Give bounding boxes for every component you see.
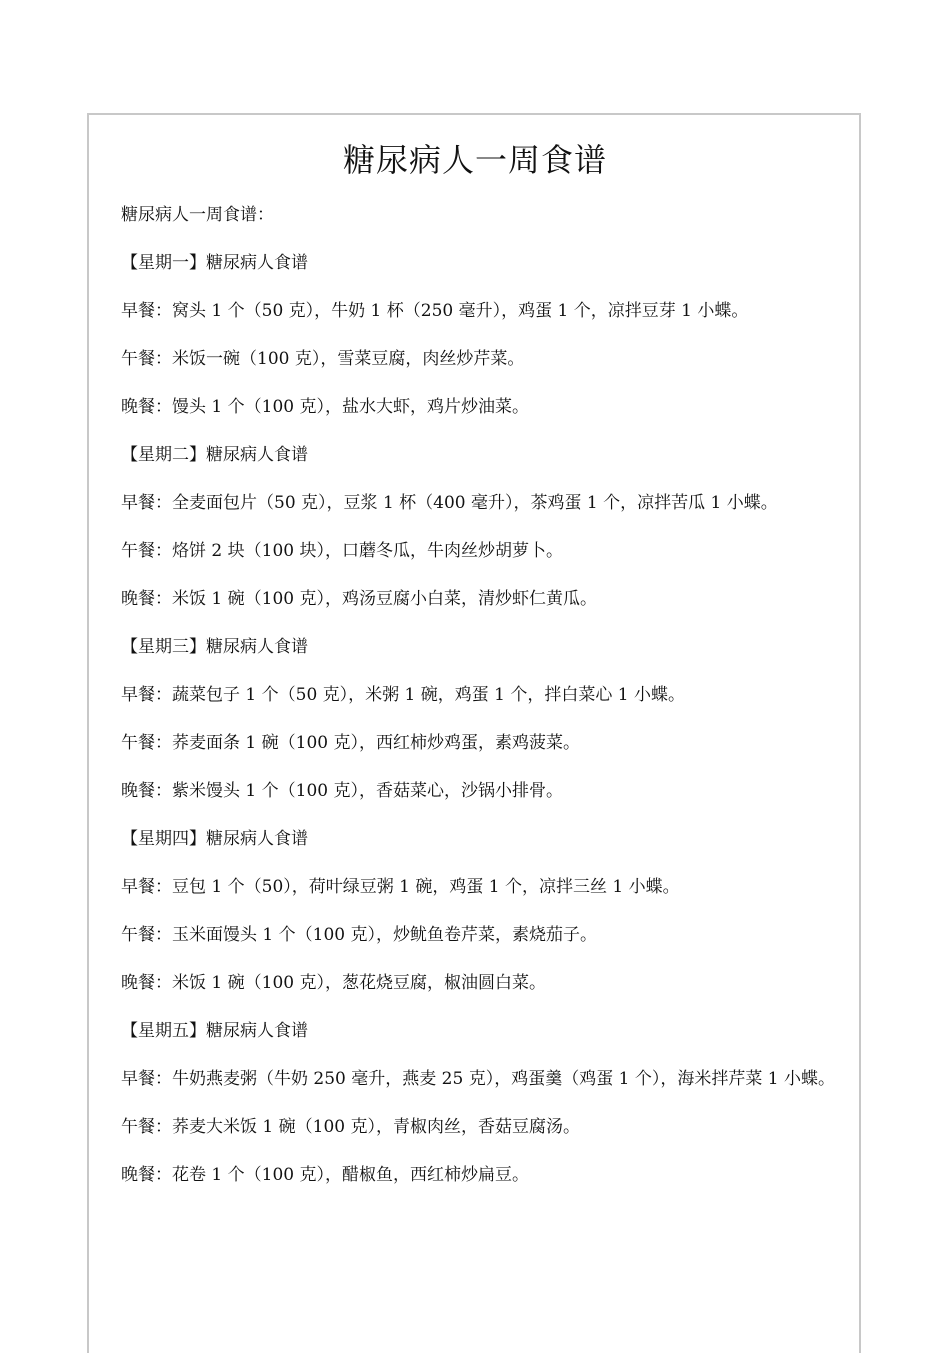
wednesday-breakfast: 早餐：蔬菜包子 1 个（50 克），米粥 1 碗，鸡蛋 1 个，拌白菜心 1 小蝶。 bbox=[121, 685, 686, 705]
friday-dinner: 晚餐：花卷 1 个（100 克），醋椒鱼，西红柿炒扁豆。 bbox=[121, 1165, 529, 1185]
tuesday-heading: 【星期二】糖尿病人食谱 bbox=[121, 445, 308, 465]
monday-lunch: 午餐：米饭一碗（100 克），雪菜豆腐，肉丝炒芹菜。 bbox=[121, 349, 525, 369]
thursday-dinner: 晚餐：米饭 1 碗（100 克），葱花烧豆腐，椒油圆白菜。 bbox=[121, 973, 546, 993]
document-body bbox=[93, 204, 855, 1212]
thursday-lunch: 午餐：玉米面馒头 1 个（100 克），炒鱿鱼卷芹菜，素烧茄子。 bbox=[121, 925, 597, 945]
wednesday-lunch: 午餐：荞麦面条 1 碗（100 克），西红柿炒鸡蛋，素鸡菠菜。 bbox=[121, 733, 580, 753]
tuesday-lunch: 午餐：烙饼 2 块（100 块），口蘑冬瓜，牛肉丝炒胡萝卜。 bbox=[121, 541, 563, 561]
intro-paragraph: 糖尿病人一周食谱： bbox=[121, 205, 274, 225]
friday-breakfast: 早餐：牛奶燕麦粥（牛奶 250 毫升，燕麦 25 克），鸡蛋羹（鸡蛋 1 个），海米拌芹菜 1 小蝶。 bbox=[121, 1069, 835, 1089]
monday-heading: 【星期一】糖尿病人食谱 bbox=[121, 253, 308, 273]
tuesday-dinner: 晚餐：米饭 1 碗（100 克），鸡汤豆腐小白菜，清炒虾仁黄瓜。 bbox=[121, 589, 597, 609]
friday-lunch: 午餐：荞麦大米饭 1 碗（100 克），青椒肉丝，香菇豆腐汤。 bbox=[121, 1117, 580, 1137]
thursday-heading: 【星期四】糖尿病人食谱 bbox=[121, 829, 308, 849]
wednesday-dinner: 晚餐：紫米馒头 1 个（100 克），香菇菜心，沙锅小排骨。 bbox=[121, 781, 563, 801]
tuesday-breakfast: 早餐：全麦面包片（50 克），豆浆 1 杯（400 毫升），茶鸡蛋 1 个，凉拌苦瓜 1 小蝶。 bbox=[121, 493, 778, 513]
thursday-breakfast: 早餐：豆包 1 个（50），荷叶绿豆粥 1 碗，鸡蛋 1 个，凉拌三丝 1 小蝶。 bbox=[121, 877, 680, 897]
friday-heading: 【星期五】糖尿病人食谱 bbox=[121, 1021, 308, 1041]
document-title: 糖尿病人一周食谱 bbox=[342, 141, 607, 179]
monday-dinner: 晚餐：馒头 1 个（100 克），盐水大虾，鸡片炒油菜。 bbox=[121, 397, 529, 417]
wednesday-heading: 【星期三】糖尿病人食谱 bbox=[121, 637, 308, 657]
monday-breakfast: 早餐：窝头 1 个（50 克），牛奶 1 杯（250 毫升），鸡蛋 1 个，凉拌豆芽 1 小蝶。 bbox=[121, 301, 749, 321]
